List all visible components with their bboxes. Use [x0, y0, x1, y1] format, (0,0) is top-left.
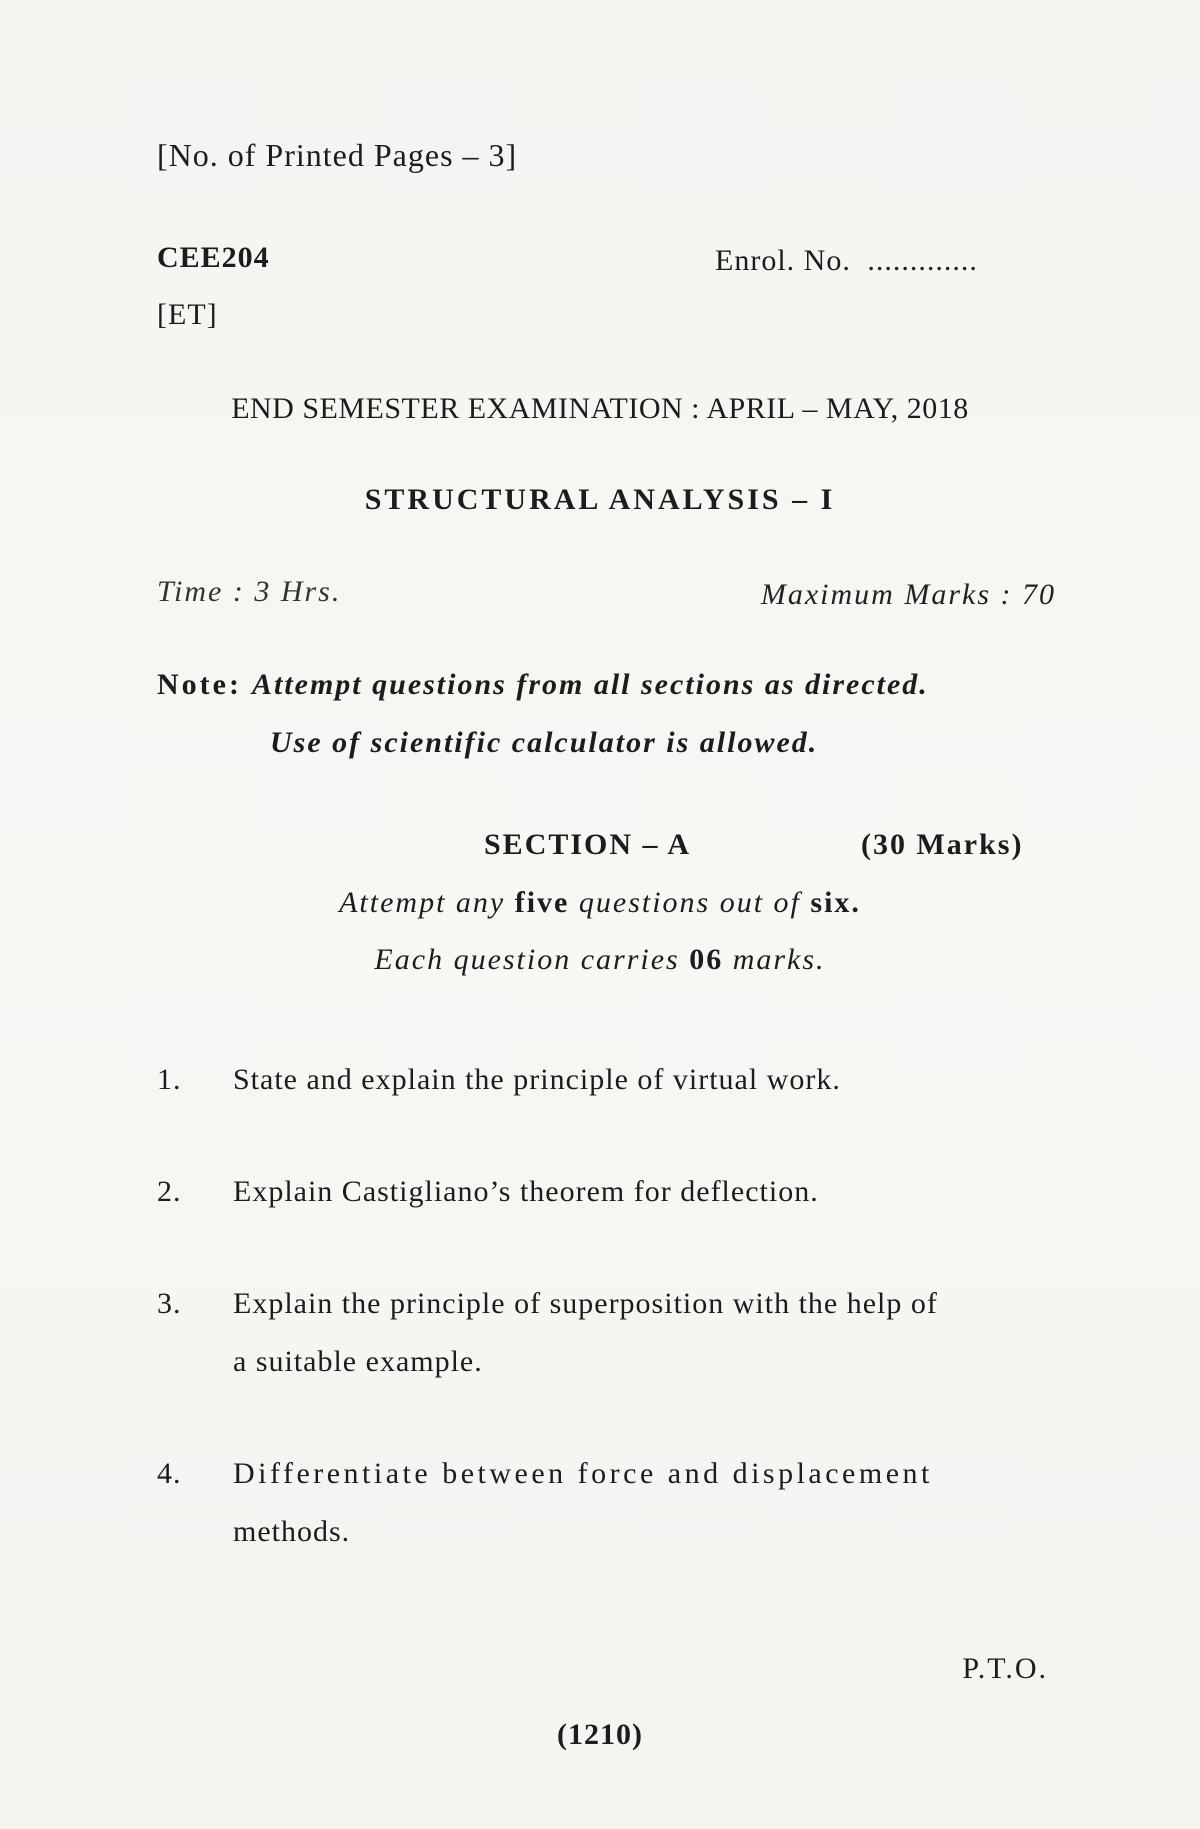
- paper-code-footer: (1210): [557, 1718, 643, 1751]
- section-instruction-2: [0, 943, 1200, 977]
- instr1-part-d: six.: [810, 886, 861, 919]
- note-text-1: Attempt questions from all sections as directed.: [251, 668, 929, 701]
- question-3-number: 3.: [157, 1287, 182, 1320]
- please-turn-over: P.T.O.: [962, 1652, 1048, 1685]
- section-a-title: SECTION – A: [484, 828, 692, 861]
- course-code: CEE204: [157, 241, 270, 274]
- instr1-part-a: Attempt any: [339, 886, 515, 919]
- question-1-number: 1.: [157, 1063, 182, 1096]
- section-instruction-1: [0, 886, 1200, 920]
- question-2-number: 2.: [157, 1175, 182, 1208]
- subject-title: STRUCTURAL ANALYSIS – I: [364, 483, 836, 516]
- printed-pages-note: [No. of Printed Pages – 3]: [157, 137, 518, 173]
- question-1-text: State and explain the principle of virtual work.: [233, 1063, 841, 1096]
- instr2-part-a: Each question carries: [374, 943, 690, 976]
- instr2-part-b: 06: [689, 943, 724, 976]
- instr1-part-c: questions out of: [569, 886, 811, 919]
- question-4-number: 4.: [157, 1457, 182, 1490]
- section-a-marks: (30 Marks): [861, 828, 1024, 861]
- note-line-1: [157, 668, 929, 702]
- instr2-part-c: marks.: [723, 943, 826, 976]
- exam-title: END SEMESTER EXAMINATION : APRIL – MAY, 2018: [231, 392, 969, 425]
- question-4-text: Differentiate between force and displacement: [233, 1457, 933, 1490]
- note-label: Note:: [157, 668, 242, 701]
- question-2-text: Explain Castigliano’s theorem for deflection.: [233, 1175, 819, 1208]
- question-3-text: Explain the principle of superposition with the help of: [233, 1287, 938, 1320]
- enrol-number-field: [715, 244, 978, 278]
- question-3-continuation: a suitable example.: [233, 1345, 483, 1378]
- enrol-blank: .............: [867, 244, 978, 277]
- exam-time: Time : 3 Hrs.: [157, 575, 342, 608]
- note-line-2: Use of scientific calculator is allowed.: [270, 726, 819, 759]
- question-4-continuation: methods.: [233, 1515, 351, 1548]
- enrol-label: Enrol. No.: [715, 244, 851, 277]
- maximum-marks: Maximum Marks : 70: [760, 578, 1056, 611]
- program-code: [ET]: [157, 298, 218, 331]
- instr1-part-b: five: [514, 886, 570, 919]
